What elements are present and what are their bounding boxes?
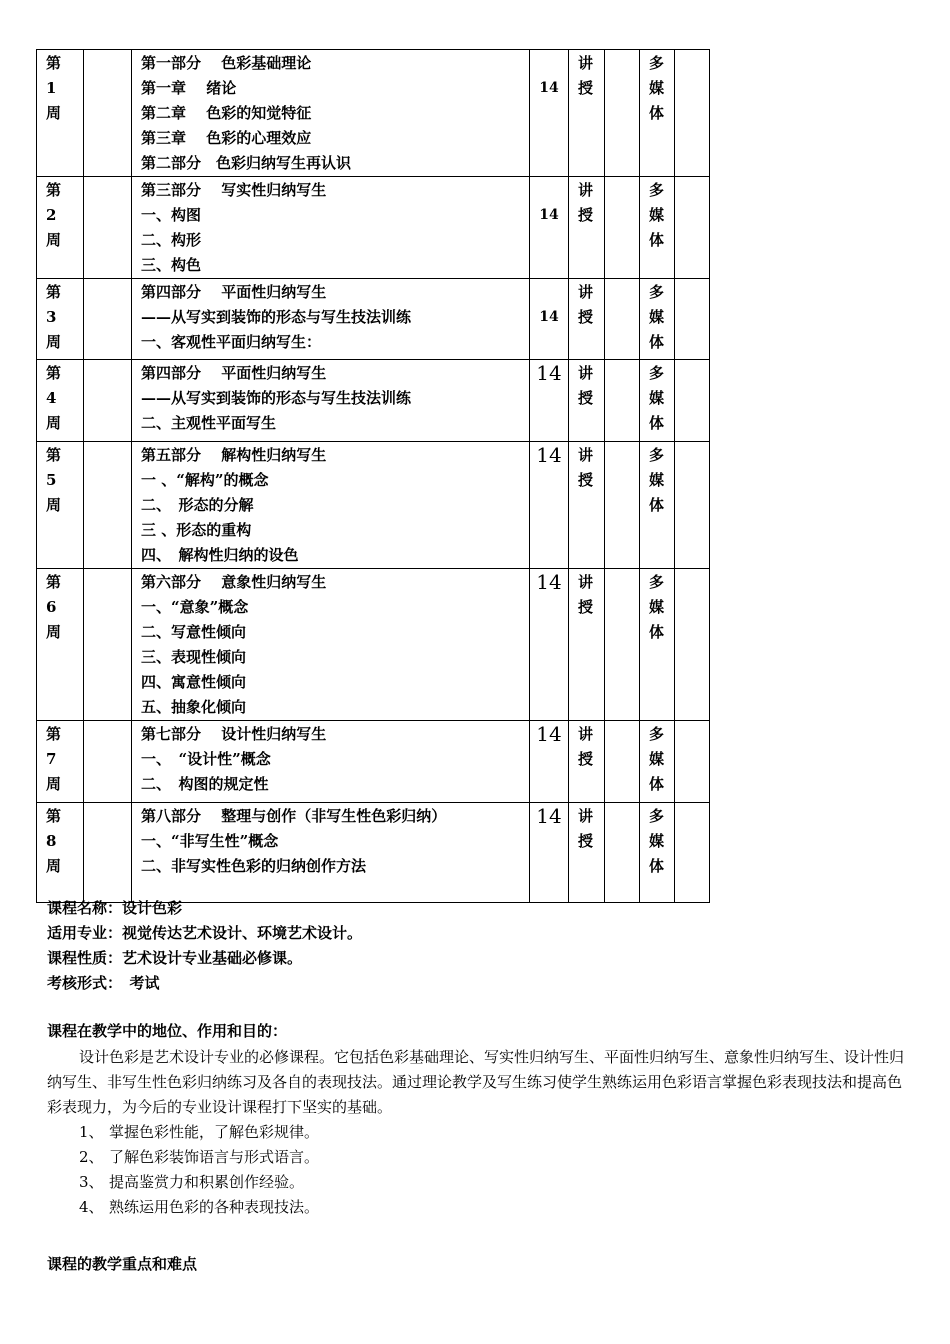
content-line: 一、“意象”概念	[141, 598, 249, 616]
blank-cell	[675, 721, 710, 803]
table-row	[37, 569, 710, 721]
content-line: 一、“非写生性”概念	[141, 832, 279, 850]
content-cell	[132, 50, 530, 177]
content-line: 第七部分 设计性归纳写生	[141, 725, 327, 743]
course-exam: 考核形式： 考试	[47, 974, 160, 992]
week-cell: 第 2 周	[37, 177, 84, 279]
content-line: 第一部分 色彩基础理论	[141, 54, 312, 72]
blank-cell	[84, 279, 132, 360]
content-line: 第六部分 意象性归纳写生	[141, 573, 327, 591]
method-cell: 讲 授	[569, 803, 605, 903]
blank-cell	[605, 569, 640, 721]
media-cell: 多 媒 体	[640, 177, 675, 279]
content-line: ——从写实到装饰的形态与写生技法训练	[141, 308, 412, 326]
content-line: 第一章 绪论	[141, 79, 237, 97]
content-line: 四、 解构性归纳的设色	[141, 546, 299, 564]
content-line: 第五部分 解构性归纳写生	[141, 446, 327, 464]
content-cell	[132, 803, 530, 903]
content-line: 一、 “设计性”概念	[141, 750, 271, 768]
blank-cell	[605, 442, 640, 569]
week-cell: 第 6 周	[37, 569, 84, 721]
table-row	[37, 803, 710, 903]
goal-list	[79, 1120, 319, 1220]
content-line: 二、非写实性色彩的归纳创作方法	[141, 857, 367, 875]
blank-cell	[84, 803, 132, 903]
content-cell	[132, 177, 530, 279]
blank-cell	[84, 569, 132, 721]
content-line: 三、构色	[141, 256, 202, 274]
content-line: 一 、“解构”的概念	[141, 471, 269, 489]
hours-cell: 14	[530, 721, 569, 803]
content-line: 第八部分 整理与创作（非写生性色彩归纳）	[141, 807, 447, 825]
content-cell	[132, 442, 530, 569]
blank-cell	[605, 279, 640, 360]
method-cell: 讲 授	[569, 442, 605, 569]
blank-cell	[675, 442, 710, 569]
hours-cell: 14	[530, 803, 569, 903]
course-info	[47, 896, 362, 996]
table-row	[37, 50, 710, 177]
blank-cell	[84, 721, 132, 803]
blank-cell	[675, 803, 710, 903]
purpose-heading: 课程在教学中的地位、作用和目的：	[47, 1022, 288, 1040]
list-item: 2、 了解色彩装饰语言与形式语言。	[79, 1148, 320, 1166]
method-cell: 讲 授	[569, 569, 605, 721]
hours-cell: 14	[530, 279, 569, 360]
content-line: 一、客观性平面归纳写生：	[141, 333, 322, 351]
content-cell	[132, 360, 530, 442]
blank-cell	[675, 177, 710, 279]
week-cell: 第 1 周	[37, 50, 84, 177]
table-row	[37, 442, 710, 569]
method-cell: 讲 授	[569, 721, 605, 803]
week-cell: 第 8 周	[37, 803, 84, 903]
blank-cell	[675, 50, 710, 177]
media-cell: 多 媒 体	[640, 360, 675, 442]
table-row	[37, 360, 710, 442]
method-cell: 讲 授	[569, 279, 605, 360]
media-cell: 多 媒 体	[640, 50, 675, 177]
course-nature: 课程性质：艺术设计专业基础必修课。	[47, 949, 303, 967]
table-row	[37, 721, 710, 803]
week-cell: 第 3 周	[37, 279, 84, 360]
media-cell: 多 媒 体	[640, 442, 675, 569]
blank-cell	[84, 442, 132, 569]
content-line: 二、 构图的规定性	[141, 775, 269, 793]
content-cell	[132, 279, 530, 360]
blank-cell	[84, 360, 132, 442]
media-cell: 多 媒 体	[640, 721, 675, 803]
content-line: 第四部分 平面性归纳写生	[141, 283, 327, 301]
blank-cell	[675, 360, 710, 442]
method-cell: 讲 授	[569, 360, 605, 442]
content-line: 第三部分 写实性归纳写生	[141, 181, 327, 199]
content-line: ——从写实到装饰的形态与写生技法训练	[141, 389, 412, 407]
course-name: 课程名称：设计色彩	[47, 899, 183, 917]
blank-cell	[84, 177, 132, 279]
key-points-heading: 课程的教学重点和难点	[47, 1255, 198, 1273]
content-line: 二、主观性平面写生	[141, 414, 277, 432]
blank-cell	[605, 803, 640, 903]
content-line: 第三章 色彩的心理效应	[141, 129, 312, 147]
blank-cell	[605, 177, 640, 279]
content-cell	[132, 569, 530, 721]
list-item: 3、 提高鉴赏力和积累创作经验。	[79, 1173, 305, 1191]
content-line: 第四部分 平面性归纳写生	[141, 364, 327, 382]
blank-cell	[675, 279, 710, 360]
content-line: 三 、形态的重构	[141, 521, 252, 539]
blank-cell	[605, 360, 640, 442]
week-cell: 第 5 周	[37, 442, 84, 569]
content-line: 三、表现性倾向	[141, 648, 247, 666]
method-cell: 讲 授	[569, 50, 605, 177]
content-line: 一、构图	[141, 206, 202, 224]
content-line: 二、构形	[141, 231, 202, 249]
hours-cell: 14	[530, 569, 569, 721]
list-item: 4、 熟练运用色彩的各种表现技法。	[79, 1198, 320, 1216]
course-major: 适用专业：视觉传达艺术设计、环境艺术设计。	[47, 924, 363, 942]
schedule-table	[36, 49, 710, 903]
blank-cell	[84, 50, 132, 177]
table-row	[37, 279, 710, 360]
blank-cell	[605, 721, 640, 803]
week-cell: 第 7 周	[37, 721, 84, 803]
content-cell	[132, 721, 530, 803]
table-row	[37, 177, 710, 279]
blank-cell	[605, 50, 640, 177]
hours-cell: 14	[530, 50, 569, 177]
content-line: 二、写意性倾向	[141, 623, 247, 641]
blank-cell	[675, 569, 710, 721]
hours-cell: 14	[530, 442, 569, 569]
content-line: 第二部分 色彩归纳写生再认识	[141, 154, 352, 172]
week-cell: 第 4 周	[37, 360, 84, 442]
media-cell: 多 媒 体	[640, 279, 675, 360]
method-cell: 讲 授	[569, 177, 605, 279]
content-line: 第二章 色彩的知觉特征	[141, 104, 312, 122]
content-line: 五、抽象化倾向	[141, 698, 247, 716]
media-cell: 多 媒 体	[640, 569, 675, 721]
hours-cell: 14	[530, 177, 569, 279]
list-item: 1、 掌握色彩性能，了解色彩规律。	[79, 1123, 320, 1141]
content-line: 二、 形态的分解	[141, 496, 254, 514]
content-line: 四、寓意性倾向	[141, 673, 247, 691]
purpose-paragraph: 设计色彩是艺术设计专业的必修课程。它包括色彩基础理论、写实性归纳写生、平面性归纳写生、意象性归纳写生、设计性归纳写生、非写生性色彩归纳练习及各自的表现技法。通过理论教学及写生练习使学生熟练运用色彩语言掌握色彩表现技法和提高色彩表现力，为今后的专业设计课程打下坚实的基础。	[47, 1048, 905, 1116]
media-cell: 多 媒 体	[640, 803, 675, 903]
hours-cell: 14	[530, 360, 569, 442]
